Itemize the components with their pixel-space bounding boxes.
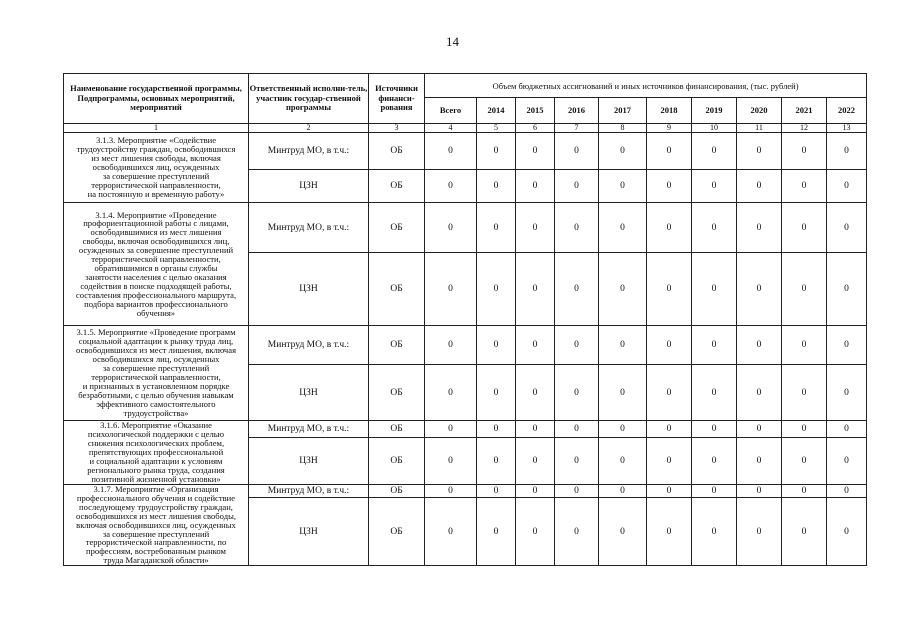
value-cell: 0 (599, 133, 647, 170)
value-cell: 0 (647, 203, 692, 253)
value-cell: 0 (477, 421, 516, 438)
activity-name: 3.1.4. Мероприятие «Проведение профориентационной работы с лицами, освободившимися из мест лишения свободы, включая освободившихся лиц, осужденных за совершение преступлений террористической направленности, обратившимися в органы службы занятости населения с целью оказания содействия в поиске подходящей работы, составления профессионального маршрута, подбора вариантов профессионального обучения» (64, 203, 249, 326)
column-number: 3 (369, 124, 425, 133)
responsible-cell: ЦЗН (249, 253, 369, 326)
value-cell: 0 (782, 203, 827, 253)
value-cell: 0 (827, 253, 867, 326)
value-cell: 0 (692, 326, 737, 365)
value-cell: 0 (599, 170, 647, 203)
value-cell: 0 (425, 365, 477, 421)
value-cell: 0 (555, 326, 599, 365)
value-cell: 0 (782, 133, 827, 170)
value-cell: 0 (647, 326, 692, 365)
value-cell: 0 (737, 438, 782, 485)
value-cell: 0 (737, 326, 782, 365)
value-cell: 0 (827, 498, 867, 566)
column-number: 10 (692, 124, 737, 133)
activity-name: 3.1.5. Мероприятие «Проведение программ социальной адаптации к рынку труда лиц, освободившихся из мест лишения, включая освободившихся лиц, осужденных за совершение преступлений террористической направленности, и признанных в установленном порядке безработными, с целью обучения навыкам эффективного самостоятельного трудоустройства» (64, 326, 249, 421)
value-cell: 0 (477, 485, 516, 498)
value-cell: 0 (555, 498, 599, 566)
table-row (64, 326, 867, 365)
value-cell: 0 (477, 203, 516, 253)
value-cell: 0 (599, 498, 647, 566)
value-cell: 0 (827, 365, 867, 421)
header-volume: Объем бюджетных ассигнований и иных источников финансирования, (тыс. рублей) (425, 74, 867, 98)
value-cell: 0 (555, 253, 599, 326)
column-number: 4 (425, 124, 477, 133)
value-cell: 0 (555, 438, 599, 485)
value-cell: 0 (782, 421, 827, 438)
source-cell: ОБ (369, 365, 425, 421)
header-name: Наименование государственной программы, Подпрограммы, основных мероприятий, мероприятий (64, 74, 249, 124)
page-number: 14 (446, 34, 459, 49)
value-cell: 0 (477, 365, 516, 421)
value-cell: 0 (555, 485, 599, 498)
source-cell: ОБ (369, 438, 425, 485)
value-cell: 0 (555, 203, 599, 253)
value-cell: 0 (599, 253, 647, 326)
source-cell: ОБ (369, 170, 425, 203)
column-number: 13 (827, 124, 867, 133)
value-cell: 0 (425, 438, 477, 485)
column-number: 12 (782, 124, 827, 133)
value-cell: 0 (782, 170, 827, 203)
value-cell: 0 (692, 498, 737, 566)
value-cell: 0 (737, 253, 782, 326)
responsible-cell: Минтруд МО, в т.ч.: (249, 485, 369, 498)
value-cell: 0 (599, 485, 647, 498)
value-cell: 0 (827, 203, 867, 253)
value-cell: 0 (737, 203, 782, 253)
column-number: 7 (555, 124, 599, 133)
value-cell: 0 (516, 421, 555, 438)
value-cell: 0 (425, 253, 477, 326)
value-cell: 0 (782, 365, 827, 421)
header-year-2: 2015 (516, 98, 555, 124)
header-responsible: Ответственный исполни-тель, участник государ-ственной программы (249, 74, 369, 124)
value-cell: 0 (692, 253, 737, 326)
value-cell: 0 (647, 498, 692, 566)
value-cell: 0 (692, 421, 737, 438)
value-cell: 0 (737, 365, 782, 421)
source-cell: ОБ (369, 498, 425, 566)
header-year-8: 2021 (782, 98, 827, 124)
value-cell: 0 (692, 485, 737, 498)
value-cell: 0 (425, 498, 477, 566)
header-year-0: Всего (425, 98, 477, 124)
value-cell: 0 (516, 326, 555, 365)
value-cell: 0 (647, 365, 692, 421)
value-cell: 0 (516, 253, 555, 326)
responsible-cell: Минтруд МО, в т.ч.: (249, 421, 369, 438)
column-number: 11 (737, 124, 782, 133)
value-cell: 0 (599, 203, 647, 253)
value-cell: 0 (647, 421, 692, 438)
value-cell: 0 (782, 485, 827, 498)
header-year-1: 2014 (477, 98, 516, 124)
source-cell: ОБ (369, 203, 425, 253)
value-cell: 0 (477, 253, 516, 326)
table-row (64, 203, 867, 253)
value-cell: 0 (599, 421, 647, 438)
value-cell: 0 (647, 253, 692, 326)
responsible-cell: ЦЗН (249, 438, 369, 485)
header-year-7: 2020 (737, 98, 782, 124)
value-cell: 0 (647, 485, 692, 498)
value-cell: 0 (737, 133, 782, 170)
value-cell: 0 (425, 170, 477, 203)
responsible-cell: ЦЗН (249, 365, 369, 421)
value-cell: 0 (827, 170, 867, 203)
value-cell: 0 (555, 133, 599, 170)
responsible-cell: ЦЗН (249, 170, 369, 203)
column-number: 1 (64, 124, 249, 133)
value-cell: 0 (692, 438, 737, 485)
value-cell: 0 (516, 485, 555, 498)
value-cell: 0 (782, 438, 827, 485)
responsible-cell: Минтруд МО, в т.ч.: (249, 133, 369, 170)
responsible-cell: ЦЗН (249, 498, 369, 566)
table-row (64, 485, 867, 498)
value-cell: 0 (477, 438, 516, 485)
value-cell: 0 (516, 133, 555, 170)
source-cell: ОБ (369, 421, 425, 438)
value-cell: 0 (555, 421, 599, 438)
header-year-3: 2016 (555, 98, 599, 124)
value-cell: 0 (782, 253, 827, 326)
value-cell: 0 (647, 438, 692, 485)
column-number: 8 (599, 124, 647, 133)
value-cell: 0 (516, 170, 555, 203)
value-cell: 0 (737, 170, 782, 203)
value-cell: 0 (692, 365, 737, 421)
value-cell: 0 (516, 365, 555, 421)
value-cell: 0 (737, 421, 782, 438)
source-cell: ОБ (369, 485, 425, 498)
value-cell: 0 (647, 133, 692, 170)
table-row (64, 133, 867, 170)
responsible-cell: Минтруд МО, в т.ч.: (249, 326, 369, 365)
header-sources: Источники финанси-рования (369, 74, 425, 124)
value-cell: 0 (477, 170, 516, 203)
value-cell: 0 (477, 498, 516, 566)
header-year-5: 2018 (647, 98, 692, 124)
column-number: 5 (477, 124, 516, 133)
column-number: 6 (516, 124, 555, 133)
value-cell: 0 (425, 133, 477, 170)
value-cell: 0 (827, 485, 867, 498)
financing-table (63, 73, 867, 566)
column-number: 2 (249, 124, 369, 133)
value-cell: 0 (647, 170, 692, 203)
value-cell: 0 (555, 365, 599, 421)
column-number: 9 (647, 124, 692, 133)
value-cell: 0 (692, 203, 737, 253)
value-cell: 0 (827, 421, 867, 438)
value-cell: 0 (516, 438, 555, 485)
value-cell: 0 (477, 326, 516, 365)
responsible-cell: Минтруд МО, в т.ч.: (249, 203, 369, 253)
header-year-6: 2019 (692, 98, 737, 124)
value-cell: 0 (555, 170, 599, 203)
value-cell: 0 (827, 326, 867, 365)
value-cell: 0 (782, 326, 827, 365)
value-cell: 0 (737, 485, 782, 498)
value-cell: 0 (599, 365, 647, 421)
value-cell: 0 (425, 421, 477, 438)
activity-name: 3.1.3. Мероприятие «Содействие трудоустройству граждан, освободившихся из мест лишения свободы, включая освободившихся лиц, осужденных за совершение преступлений террористической направленности, на постоянную и временную работу» (64, 133, 249, 203)
value-cell: 0 (692, 170, 737, 203)
activity-name: 3.1.6. Мероприятие «Оказание психологической поддержки с целью снижения психологических проблем, препятствующих профессиональной и социальной адаптации к условиям регионального рынка труда, создания позитивной жизненной установки» (64, 421, 249, 485)
header-year-4: 2017 (599, 98, 647, 124)
source-cell: ОБ (369, 326, 425, 365)
value-cell: 0 (692, 133, 737, 170)
value-cell: 0 (516, 498, 555, 566)
value-cell: 0 (425, 203, 477, 253)
value-cell: 0 (425, 326, 477, 365)
source-cell: ОБ (369, 133, 425, 170)
value-cell: 0 (782, 498, 827, 566)
table-row (64, 421, 867, 438)
value-cell: 0 (599, 326, 647, 365)
value-cell: 0 (827, 438, 867, 485)
value-cell: 0 (827, 133, 867, 170)
value-cell: 0 (425, 485, 477, 498)
value-cell: 0 (516, 203, 555, 253)
value-cell: 0 (737, 498, 782, 566)
header-year-9: 2022 (827, 98, 867, 124)
value-cell: 0 (477, 133, 516, 170)
activity-name: 3.1.7. Мероприятие «Организация профессионального обучения и содействие последующему трудоустройству граждан, освободившихся из мест лишения свободы, включая освободившихся лиц, осужденных за совершение преступлений террористической направленности, по профессиям, востребованным рынком труда Магаданской области» (64, 485, 249, 566)
value-cell: 0 (599, 438, 647, 485)
source-cell: ОБ (369, 253, 425, 326)
